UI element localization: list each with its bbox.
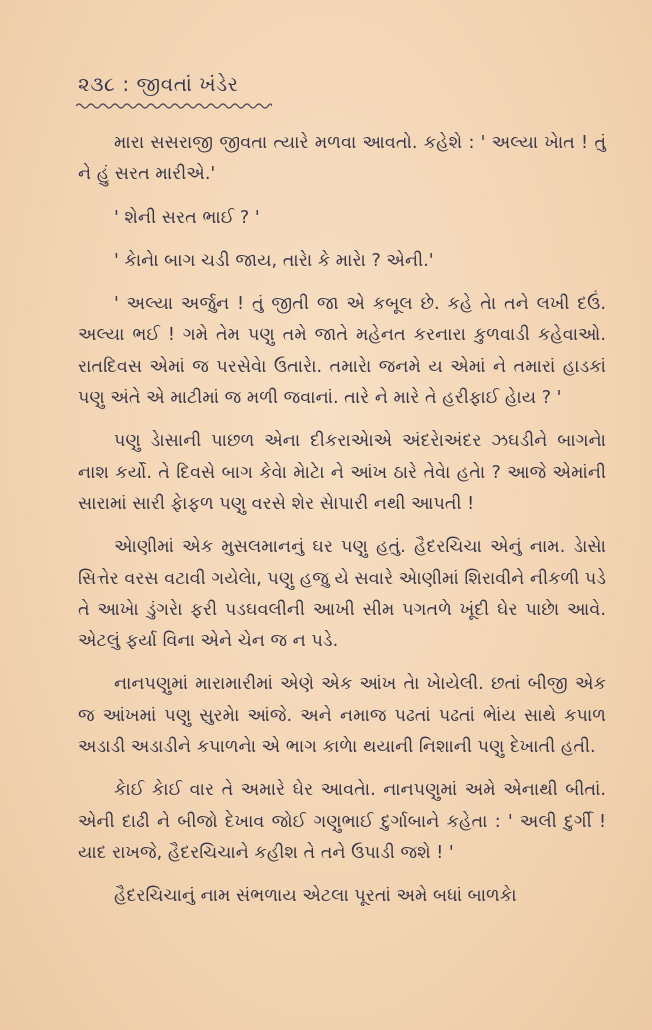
- paragraph-5: પણુ ડેાસાની પાછળ એના દીકરાએાએ અંદરેાઅંદર ઝઘડીને બાગનેા નાશ કર્યો. તે દિવસે બાગ કેવેા મેાટેા ને આંખ ઠારે તેવેા હતેા ? આજે એમાંની સારામાં સારી ફેાફળ પણુ વરસે શેર સેાપારી નથી આપતી !: [78, 431, 606, 514]
- book-title: જીવતાં ખંડેર: [136, 72, 239, 96]
- paragraph-1: મારા સસરાજી જીવતા ત્યારે મળવા આવતો. કહેશે : ' અલ્યા ખેાત ! તું ને હું સરત મારીએ.': [78, 133, 606, 185]
- paragraph-9: હૈદરચિચાનું નામ સંભળાય એટલા પૂરતાં અમે બધાં બાળકેા: [114, 886, 517, 907]
- page-body: [78, 128, 606, 913]
- paragraph-7: નાનપણુમાં મારામારીમાં એણે એક આંખ તેા ખેાયેલી. છતાં બીજી એક જ આંખમાં પણુ સુરમેા આંજે. અને નમાજ પઢતાં પઢતાં ભેાંય સાથે કપાળ અડાડી અડાડીને કપાળનેા એ ભાગ કાળેા થયાની નિશાની પણુ દેખાતી હતી.: [78, 674, 606, 758]
- header-separator: :: [122, 72, 130, 96]
- page-number: ૨૩૮: [78, 72, 116, 96]
- paragraph-3: ' કેાનેા બાગ ચડી જાય, તારેા કે મારેા ? એની.': [114, 250, 434, 271]
- paragraph-6: એાણીમાં એક મુસલમાનનું ઘર પણુ હતું. હૈદરચિચા એનું નામ. ડેાસેા સિત્તેર વરસ વટાવી ગયેલેા, પણુ હજુ યે સવારે એાણીમાં શિરાવીને નીકળી પડે તે આખેા ડુંગરેા ફરી પડઘવલીની આખી સીમ પગતળે ખૂંદી ઘેર પાછેા આવે. એટલું ફર્યા વિના એને ચેન જ ન પડે.: [78, 537, 606, 652]
- paragraph-2: ' શેની સરત ભાઈ ? ': [114, 207, 260, 228]
- paragraph-8: કેાઈ કેાઈ વાર તે અમારે ઘેર આવતેા. નાનપણુમાં અમે એનાથી બીતાં. એની દાઢી ને બીજો દેખાવ જોઈ ગણુભાઈ દુર્ગાબાને કહેતા : ' અલી દુર્ગી ! યાદ રાખજે, હૈદરચિચાને કહીશ તે તને ઉપાડી જશે ! ': [78, 780, 606, 863]
- wavy-header-rule: [76, 102, 272, 110]
- paragraph-4: ' અલ્યા અર્જુન ! તું જીતી જા એ કબૂલ છે. કહે તેા તને લખી દઉં. અલ્યા ભઈ ! ગમે તેમ પણુ તમે જાતે મહેનત કરનારા કુળવાડી કહેવાઓ. રાતદિવસ એમાં જ પરસેવેા ઉતારેા. તમારેા જનમે ય એમાં ને તમારાં હાડકાં પણુ અંતે એ માટીમાં જ મળી જવાનાં. તારે ને મારે તે હરીફાઈ હેાય ? ': [78, 294, 606, 409]
- running-header: [78, 72, 239, 96]
